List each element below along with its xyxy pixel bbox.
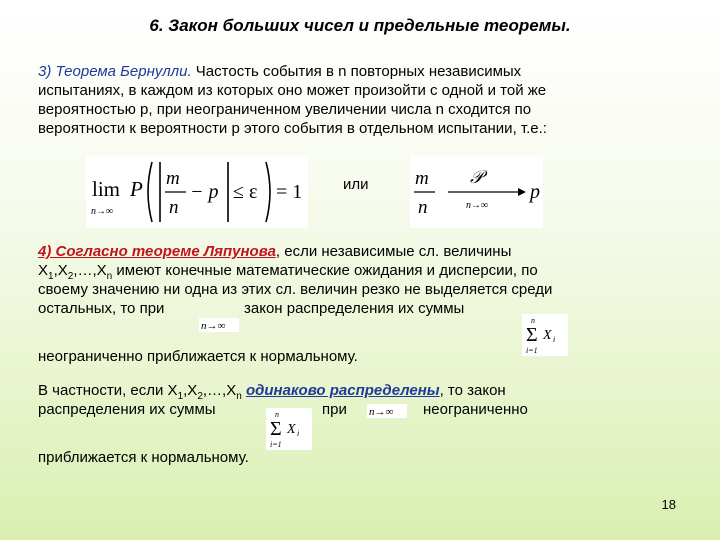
bernoulli-line-1: Частость события в n повторных независимых bbox=[191, 63, 522, 80]
arrow-head bbox=[518, 188, 526, 196]
sum-svg bbox=[522, 314, 568, 356]
bernoulli-line-2: испытаниях, в каждом из которых оно может произойти с одной и той же bbox=[38, 82, 547, 99]
right-paren bbox=[266, 162, 270, 222]
particular-line-2b: при bbox=[322, 401, 347, 418]
particular-line-3: приближается к нормальному. bbox=[38, 449, 249, 466]
prob-symbol: P bbox=[130, 177, 143, 201]
svg-text:i: i bbox=[553, 335, 556, 344]
lyapunov-line-5: неограниченно приближается к нормальному. bbox=[38, 348, 358, 365]
svg-text:Σ: Σ bbox=[270, 418, 282, 440]
svg-text:i: i bbox=[297, 429, 300, 438]
n-to-infinity-2-svg bbox=[367, 404, 407, 418]
page-title: 6. Закон больших чисел и предельные теоремы. bbox=[149, 16, 571, 35]
or-label: или bbox=[343, 176, 369, 193]
left-paren bbox=[148, 162, 152, 222]
svg-text:i=1: i=1 bbox=[526, 346, 538, 355]
sum-2-svg bbox=[266, 408, 312, 450]
sum-formula-2 bbox=[266, 408, 312, 450]
lyapunov-line-2: $X_1,X_2,\dots,X_n$ имеют конечные математические ожидания и дисперсии, по bbox=[38, 262, 538, 282]
formula-limit-svg bbox=[86, 156, 308, 228]
arrow-label-top: 𝒫 bbox=[470, 167, 483, 187]
equals-one: = 1 bbox=[276, 181, 303, 203]
particular-line-2a: распределения их суммы bbox=[38, 401, 216, 418]
lyapunov-line-4a: остальных, то при bbox=[38, 300, 165, 317]
identically-distributed-emphasis: одинаково распределены bbox=[245, 382, 440, 399]
svg-text:X: X bbox=[287, 422, 296, 437]
page-number: 18 bbox=[661, 497, 676, 512]
bernoulli-line-3: вероятностью p, при неограниченном увеличении числа n сходится по bbox=[38, 101, 532, 118]
formula-convergence-svg bbox=[410, 156, 543, 228]
lim-subscript: n→∞ bbox=[91, 206, 114, 217]
conv-n: n bbox=[418, 197, 428, 218]
svg-text:n→∞: n→∞ bbox=[201, 320, 226, 332]
n-to-infinity-formula-2 bbox=[367, 404, 407, 418]
bernoulli-lead: 3) Теорема Бернулли. bbox=[38, 63, 192, 80]
formula-limit-probability bbox=[86, 156, 308, 228]
svg-text:n→∞: n→∞ bbox=[369, 406, 394, 418]
arrow-label-bottom: n→∞ bbox=[466, 200, 489, 211]
svg-text:X: X bbox=[543, 328, 552, 343]
minus-p: − p bbox=[190, 181, 219, 203]
particular-line-1: В частности, если $X_1,X_2,\dots,X_n$ одинаково распределены, то закон bbox=[38, 382, 506, 402]
svg-text:i=1: i=1 bbox=[270, 440, 282, 449]
n-to-infinity-svg bbox=[199, 318, 239, 332]
sum-formula bbox=[522, 314, 568, 356]
conv-m: m bbox=[415, 168, 429, 189]
n-to-infinity-formula bbox=[199, 318, 239, 332]
le-epsilon: ≤ ε bbox=[233, 181, 258, 203]
frac-m: m bbox=[166, 168, 180, 189]
lim-text: lim bbox=[92, 177, 121, 201]
conv-p: p bbox=[530, 181, 540, 203]
lyapunov-line-3: своему значению ни одна из этих сл. величин резко не выделяется среди bbox=[38, 281, 553, 298]
bernoulli-line-4: вероятности к вероятности p этого события в отдельном испытании, т.е.: bbox=[38, 120, 547, 137]
bernoulli-paragraph bbox=[38, 62, 688, 138]
lyapunov-lead: 4) Согласно теореме Ляпунова bbox=[38, 243, 276, 260]
svg-text:n: n bbox=[275, 410, 279, 419]
svg-text:n: n bbox=[531, 316, 535, 325]
particular-line-2c: неограниченно bbox=[423, 401, 528, 418]
lyapunov-line-4b: закон распределения их суммы bbox=[244, 300, 465, 317]
frac-n: n bbox=[169, 197, 179, 218]
svg-text:Σ: Σ bbox=[526, 324, 538, 346]
lyapunov-line-1: 4) Согласно теореме Ляпунова, если независимые сл. величины bbox=[38, 243, 512, 260]
formula-convergence bbox=[410, 156, 543, 228]
